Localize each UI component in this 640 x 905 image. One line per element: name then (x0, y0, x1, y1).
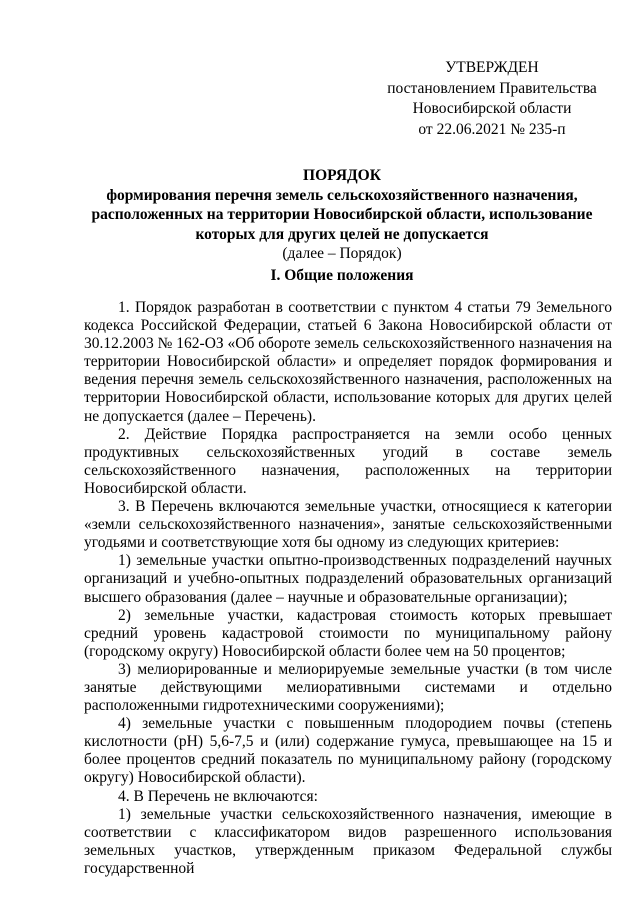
section-heading: I. Общие положения (270, 267, 414, 284)
approval-line-region: Новосибирской области (412, 100, 572, 117)
title-line-3: которых для других целей не допускается (195, 225, 489, 243)
approval-line-date-number: от 22.06.2021 № 235-п (418, 120, 566, 138)
paragraph: 2) земельные участки, кадастровая стоимость которых превышает средний уровень кадастровой стоимости по муниципальному району (городскому округу) Новосибирской области более чем на 50 процентов; (84, 606, 612, 660)
approval-line-decree: постановлением Правительства (387, 79, 597, 97)
approval-stamp (372, 58, 612, 140)
approval-line-approved: УТВЕРЖДЕН (445, 59, 539, 76)
paragraph: 3) мелиорированные и мелиорируемые земельные участки (в том числе занятые действующими мелиоративными системами и отдельно расположенными гидротехническими сооружениями); (84, 660, 612, 715)
paragraph: 2. Действие Порядка распространяется на земли особо ценных продуктивных сельскохозяйственных угодий в составе земель сельскохозяйственного назначения, расположенных на территории Новосибирской области. (84, 425, 612, 497)
title-line-1: формирования перечня земель сельскохозяйственного назначения, (106, 186, 578, 204)
paragraph: 3. В Перечень включаются земельные участки, относящиеся к категории «земли сельскохозяйственного назначения», занятые сельскохозяйственными угодьями и соответствующие хотя бы одному из следующих критериев: (84, 498, 612, 552)
title-line-2: расположенных на территории Новосибирской области, использование (91, 206, 593, 223)
paragraph: 1. Порядок разработан в соответствии с пунктом 4 статьи 79 Земельного кодекса Российской Федерации, статьей 6 Закона Новосибирской области от 30.12.2003 № 162-ОЗ «Об обороте земель сельскохозяйственного назначения на территории Новосибирской области» и определяет порядок формирования и ведения перечня земель сельскохозяйственного назначения, расположенных на территории Новосибирской области, использование которых для других целей не допускается (далее – Перечень). (84, 299, 613, 425)
document-body (84, 299, 612, 878)
title-main: ПОРЯДОК (303, 167, 381, 184)
title-note: (далее – Порядок) (282, 245, 402, 262)
paragraph: 4) земельные участки с повышенным плодородием почвы (степень кислотности (pH) 5,6-7,5 и (или) содержание гумуса, превышающее на 15 и более процентов средний показатель по муниципальному району (городскому округу) Новосибирской области). (84, 715, 612, 787)
paragraph: 1) земельные участки опытно-производственных подразделений научных организаций и учебно-опытных подразделений образовательных организаций высшего образования (далее – научные и образовательные организации); (84, 552, 612, 606)
paragraph: 1) земельные участки сельскохозяйственного назначения, имеющие в соответствии с классификатором видов разрешенного использования земельных участков, утвержденным приказом Федеральной службы государственной (84, 805, 612, 877)
document-title (60, 166, 624, 264)
paragraph: 4. В Перечень не включаются: (118, 787, 318, 805)
